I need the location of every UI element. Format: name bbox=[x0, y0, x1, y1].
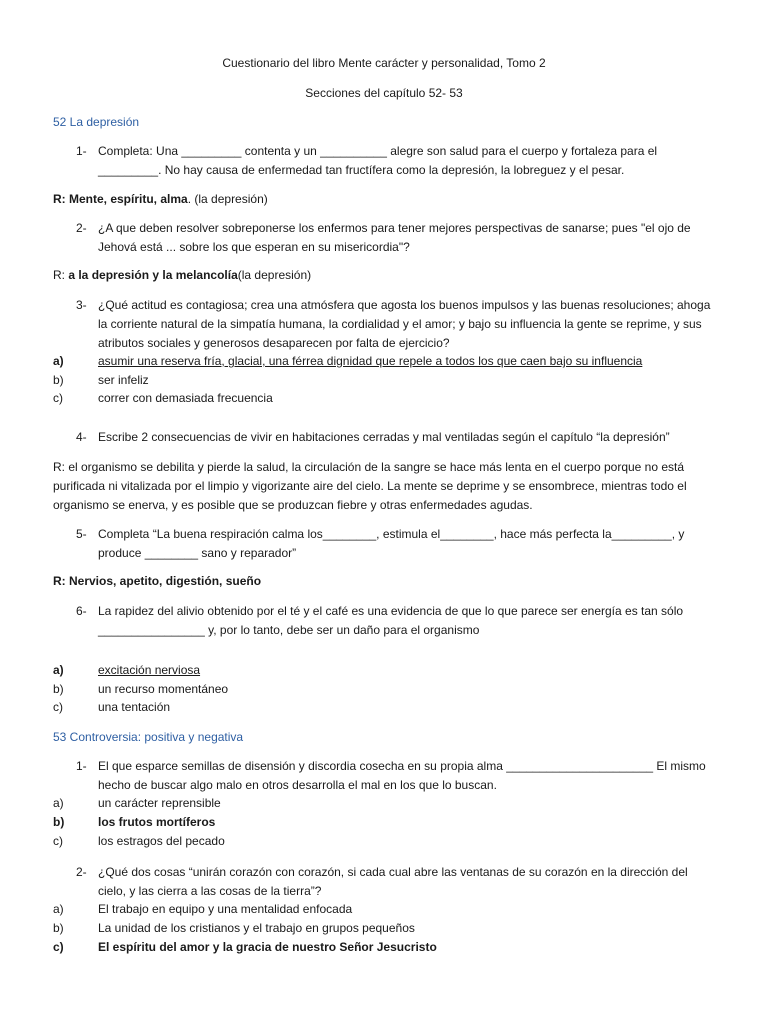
option-text: El espíritu del amor y la gracia de nuestro Señor Jesucristo bbox=[98, 940, 437, 954]
question-text: ¿A que deben resolver sobreponerse los enfermos para tener mejores perspectivas de sanarse; pues "el ojo de Jehová está ... sobre los que esperan en su misericordia"? bbox=[98, 221, 691, 254]
question-text: Completa: Una _________ contenta y un __________ alegre son salud para el cuerpo y fortaleza para el _________. No hay causa de enfermedad tan fructífera como la depresión, la lobreguez y el pesar. bbox=[98, 144, 658, 177]
answer-prefix: R: bbox=[53, 268, 69, 282]
option-text: La unidad de los cristianos y el trabajo en grupos pequeños bbox=[98, 921, 415, 935]
option-letter: b) bbox=[53, 373, 64, 387]
option-text: los estragos del pecado bbox=[98, 834, 225, 848]
option-text: El trabajo en equipo y una mentalidad enfocada bbox=[98, 902, 353, 916]
question-number: 5- bbox=[76, 527, 87, 541]
option-letter: c) bbox=[53, 700, 63, 714]
answer-2 bbox=[53, 268, 311, 283]
option-text: un recurso momentáneo bbox=[98, 682, 229, 696]
answer-rest: . (la depresión) bbox=[187, 192, 268, 206]
option-text: los frutos mortíferos bbox=[98, 815, 216, 829]
question-number: 1- bbox=[76, 759, 87, 773]
answer-bold: a la depresión y la melancolía bbox=[68, 268, 238, 282]
question-number: 4- bbox=[76, 430, 87, 444]
option-letter: b) bbox=[53, 682, 64, 696]
option-text: excitación nerviosa bbox=[98, 663, 201, 677]
page-title: Cuestionario del libro Mente carácter y personalidad, Tomo 2 bbox=[222, 56, 546, 70]
question-number: 6- bbox=[76, 604, 87, 618]
question-text: ¿Qué actitud es contagiosa; crea una atmósfera que agosta los buenos impulsos y las buenas resoluciones; ahoga la corriente natural de la simpatía humana, la cordialidad y el amor; y bajo su influencia la gente se reprime, y sus atributos sociales y generosos desaparecen por falta de ejercicio? bbox=[98, 298, 711, 350]
question-number: 3- bbox=[76, 298, 87, 312]
question-number: 2- bbox=[76, 221, 87, 235]
section-heading-52: 52 La depresión bbox=[53, 115, 140, 129]
question-text: Completa “La buena respiración calma los________, estimula el________, hace más perfecta la_________, y produce ________ sano y reparador” bbox=[98, 527, 685, 560]
question-text: El que esparce semillas de disensión y discordia cosecha en su propia alma ______________________ El mismo hecho de buscar algo malo en otros desarrolla el mal en los que lo buscan. bbox=[98, 759, 706, 792]
question-number: 2- bbox=[76, 865, 87, 879]
option-letter: b) bbox=[53, 921, 64, 935]
option-text: correr con demasiada frecuencia bbox=[98, 391, 273, 405]
answer-bold: R: Mente, espíritu, alma bbox=[53, 192, 188, 206]
question-text: La rapidez del alivio obtenido por el té y el café es una evidencia de que lo que parece ser energía es tan sólo ________________ y, por lo tanto, debe ser un daño para el organismo bbox=[98, 604, 684, 637]
answer-4: R: el organismo se debilita y pierde la salud, la circulación de la sangre se hace más lenta en el cuerpo porque no está purificada ni vitalizada por el limpio y vigorizante aire del cielo. La mente se deprime y se ensombrece, mientras todo el organismo se enerva, y es posible que se produzcan fiebre y otras enfermedades agudas. bbox=[53, 460, 687, 512]
answer-1 bbox=[53, 192, 268, 207]
option-text: un carácter reprensible bbox=[98, 796, 221, 810]
option-letter: c) bbox=[53, 940, 64, 954]
option-letter: b) bbox=[53, 815, 65, 829]
option-letter: a) bbox=[53, 354, 64, 368]
option-letter: c) bbox=[53, 391, 63, 405]
answer-rest: (la depresión) bbox=[237, 268, 312, 282]
option-letter: a) bbox=[53, 796, 64, 810]
option-letter: a) bbox=[53, 902, 64, 916]
option-text: una tentación bbox=[98, 700, 171, 714]
page-subtitle: Secciones del capítulo 52- 53 bbox=[305, 86, 463, 100]
option-letter: a) bbox=[53, 663, 64, 677]
option-letter: c) bbox=[53, 834, 63, 848]
section-heading-53: 53 Controversia: positiva y negativa bbox=[53, 730, 244, 744]
question-number: 1- bbox=[76, 144, 87, 158]
option-text: asumir una reserva fría, glacial, una férrea dignidad que repele a todos los que caen bajo su influencia bbox=[98, 354, 643, 368]
answer-5: R: Nervios, apetito, digestión, sueño bbox=[53, 574, 262, 588]
option-text: ser infeliz bbox=[98, 373, 149, 387]
question-text: ¿Qué dos cosas “unirán corazón con corazón, si cada cual abre las ventanas de su corazón en la dirección del cielo, y las cierra a las cosas de la tierra”? bbox=[98, 865, 688, 898]
question-text: Escribe 2 consecuencias de vivir en habitaciones cerradas y mal ventiladas según el capítulo “la depresión” bbox=[98, 430, 670, 444]
